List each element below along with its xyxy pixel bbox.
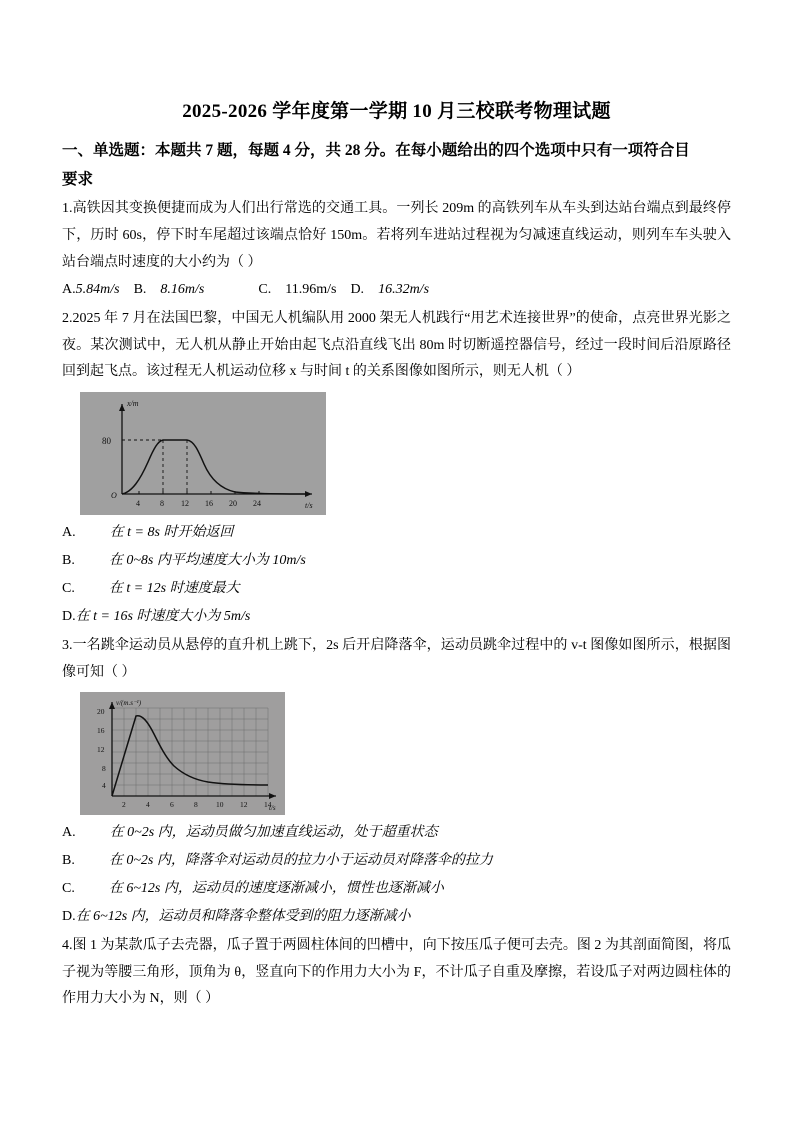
question-2-option-d — [62, 603, 731, 631]
svg-text:O: O — [111, 490, 117, 500]
question-3-option-c-label: C. — [62, 881, 75, 897]
svg-text:8: 8 — [194, 800, 198, 810]
question-2-figure-wrap — [80, 392, 731, 515]
svg-text:v/(m.s⁻¹): v/(m.s⁻¹) — [116, 699, 142, 708]
question-2-option-a — [62, 519, 731, 547]
svg-text:16: 16 — [97, 726, 105, 736]
question-1-option-a-value: 5.84m/s — [75, 282, 120, 298]
question-1-option-d-value: 16.32m/s — [378, 282, 430, 298]
svg-text:20: 20 — [97, 707, 105, 717]
question-2-option-c — [62, 575, 731, 603]
question-2-option-d-value: 在 t = 16s 时速度大小为 5m/s — [75, 608, 251, 624]
question-3-option-a-value: 在 0~2s 内，运动员做匀加速直线运动，处于超重状态 — [109, 825, 438, 841]
question-3-option-d-label: D. — [62, 909, 76, 925]
svg-text:12: 12 — [181, 498, 189, 508]
question-1-option-b-value: 8.16m/s — [160, 282, 205, 298]
question-3-option-a-label: A. — [62, 825, 76, 841]
question-1-text: 高铁因其变换便捷而成为人们出行常选的交通工具。一列长 209m 的高铁列车从车头到达站台端点到最终停下，历时 60s，停下时车尾超过该端点恰好 150m。若将列车进站过程视为匀减速直线运动，则列车车头驶入站台端点时速度的大小约为（ ） — [62, 201, 731, 270]
question-1 — [62, 196, 731, 276]
question-1-option-c-value: 11.96m/s — [285, 282, 337, 298]
svg-text:12: 12 — [97, 745, 105, 755]
svg-text:16: 16 — [205, 498, 213, 508]
question-1-options — [62, 276, 731, 304]
svg-text:6: 6 — [170, 800, 174, 810]
svg-text:24: 24 — [253, 498, 261, 508]
svg-text:10: 10 — [216, 800, 224, 810]
svg-text:80: 80 — [102, 435, 111, 446]
question-2-option-b — [62, 547, 731, 575]
question-2 — [62, 306, 731, 386]
question-1-option-b-label: B. — [133, 282, 147, 298]
page-title: 2025-2026 学年度第一学期 10 月三校联考物理试题 — [182, 101, 611, 122]
svg-text:2: 2 — [122, 800, 126, 810]
svg-text:4: 4 — [102, 781, 106, 791]
question-2-option-a-label: A. — [62, 524, 76, 540]
question-3-option-c-value: 在 6~12s 内，运动员的速度逐渐减小，惯性也逐渐减小 — [108, 881, 444, 897]
question-1-option-a-label: A. — [62, 282, 76, 298]
question-2-option-c-label: C. — [62, 580, 75, 596]
question-2-option-c-value: 在 t = 12s 时速度最大 — [108, 580, 240, 596]
question-1-option-d-label: D. — [350, 282, 365, 298]
question-2-option-b-value: 在 0~8s 内平均速度大小为 10m/s — [108, 552, 306, 568]
svg-text:4: 4 — [146, 800, 150, 810]
question-3-option-b — [62, 847, 731, 875]
section-heading-line1: 一、单选题：本题共 7 题，每题 4 分，共 28 分。在每小题给出的四个选项中只有一项符合目 — [62, 142, 690, 159]
question-3-figure-wrap — [80, 692, 731, 815]
question-3-option-b-label: B. — [62, 853, 75, 869]
question-3-option-a — [62, 819, 731, 847]
question-1-number: 1. — [62, 201, 73, 217]
svg-text:x/m: x/m — [127, 398, 139, 408]
svg-text:t/s: t/s — [305, 500, 313, 510]
svg-text:14: 14 — [264, 800, 272, 810]
question-2-number: 2. — [62, 311, 73, 327]
question-2-text: 2025 年 7 月在法国巴黎，中国无人机编队用 2000 架无人机践行“用艺术连接世界”的使命，点亮世界光影之夜。某次测试中，无人机从静止开始由起飞点沿直线飞出 80m 时切断遥控器信号，经过一段时间后沿原路径回到起飞点。该过程无人机运动位移 x 与时间 t 的关系图像如图所示，则无人机（ ） — [62, 311, 731, 380]
displacement-time-graph-svg — [80, 392, 326, 515]
question-4-number: 4. — [62, 938, 73, 954]
question-3-option-d-value: 在 6~12s 内，运动员和降落伞整体受到的阻力逐渐减小 — [75, 909, 411, 925]
displacement-time-graph — [80, 392, 326, 515]
svg-text:8: 8 — [160, 498, 164, 508]
section-heading-line2: 要求 — [62, 170, 94, 188]
question-3-option-d — [62, 903, 731, 931]
question-3-option-c — [62, 875, 731, 903]
svg-text:t/s: t/s — [269, 804, 276, 813]
question-3 — [62, 633, 731, 686]
question-3-option-b-value: 在 0~2s 内，降落伞对运动员的拉力小于运动员对降落伞的拉力 — [108, 853, 493, 869]
question-1-option-c-label: C. — [258, 282, 272, 298]
question-2-option-a-value: 在 t = 8s 时开始返回 — [109, 524, 234, 540]
question-4-text: 图 1 为某款瓜子去壳器，瓜子置于两圆柱体间的凹槽中，向下按压瓜子便可去壳。图 2 为其剖面简图，将瓜子视为等腰三角形，顶角为 θ，竖直向下的作用力大小为 F，不计瓜子自重及摩擦，若设瓜子对两边圆柱体的作用力大小为 N，则（ ） — [62, 938, 731, 1007]
svg-text:20: 20 — [229, 498, 237, 508]
velocity-time-graph — [80, 692, 285, 815]
question-3-text: 一名跳伞运动员从悬停的直升机上跳下，2s 后开启降落伞，运动员跳伞过程中的 v-t 图像如图所示，根据图像可知（ ） — [62, 637, 731, 680]
svg-text:12: 12 — [240, 800, 248, 810]
question-2-option-d-label: D. — [62, 608, 76, 624]
question-3-number: 3. — [62, 637, 73, 653]
section-heading — [62, 137, 731, 194]
question-4 — [62, 933, 731, 1013]
svg-text:8: 8 — [102, 764, 106, 774]
svg-text:4: 4 — [136, 498, 140, 508]
velocity-time-graph-svg — [80, 692, 285, 815]
question-2-option-b-label: B. — [62, 552, 75, 568]
